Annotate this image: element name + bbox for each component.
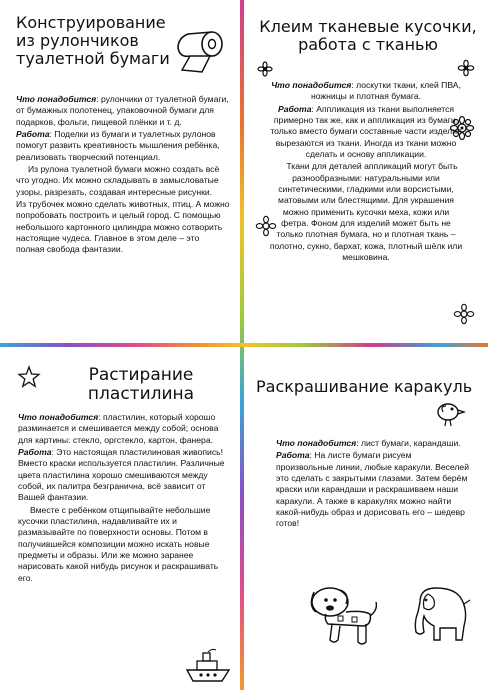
section-toilet-roll	[6, 4, 234, 338]
flower-doodle-icon	[258, 62, 272, 76]
horizontal-divider	[0, 343, 488, 347]
elephant-doodle-icon	[406, 582, 478, 648]
work-label: Работа	[276, 450, 310, 461]
flower-doodle-icon	[458, 60, 474, 76]
paragraph: Из трубочек можно сделать животных, птиц. А можно попробовать построить и целый город. С помощью небольшого картонного цилиндра можно сотворить настоящие чудеса. Главное в этом деле – это полная свобода фантазии.	[16, 199, 230, 255]
work-text: : Это настоящая пластилиновая живопись! Вместо краски используется пластилин. Различные цвета пластилина хорошо смешиваются между собой, их палитра безгранична, всё зависит от Вашей фантазии.	[18, 447, 225, 503]
need-label: Что понадобится	[18, 412, 99, 422]
section-body	[276, 438, 470, 531]
work-text: : Поделки из бумаги и туалетных рулонов помогут развить креативность мышления ребёнка, реализовать творческий потенциал.	[16, 129, 220, 162]
section-title: Клеим тканевые кусочки, работа с тканью	[259, 17, 477, 54]
work-text: : Аппликация из ткани выполняется примерно так же, как и аппликация из бумаги, только вместо бумаги составные части изделия вырезаются из ткани. Иногда из ткани можно сделать и основу аппликации.	[270, 103, 462, 160]
paragraph: Вместе с ребёнком отщипывайте небольшие кусочки пластилина, надавливайте их и размазывайте по поверхности основы. Потом в получившейся композиции можно искать новые предметы и образы. Или же можно заранее нарисовать какой нибудь рисунок и раскрашивать его.	[18, 504, 219, 583]
section-scribbles	[250, 352, 482, 686]
need-text: : лоскутки ткани, клей ПВА, ножницы и плотная бумага.	[311, 80, 461, 102]
toilet-roll-icon	[174, 30, 228, 74]
need-label: Что понадобится	[16, 94, 97, 104]
section-title: Конструирование из рулончиков туалетной бумаги	[16, 13, 170, 68]
need-text: : пластилин, который хорошо разминается и смешивается между собой; основа для картины: стекло, оргстекло, картон, фанера.	[18, 412, 219, 445]
work-label: Работа	[277, 103, 312, 114]
section-fabric	[250, 4, 482, 338]
need-text: : лист бумаги, карандаши.	[356, 438, 461, 448]
section-body	[268, 80, 464, 265]
need-label: Что понадобится	[276, 438, 357, 448]
paragraph: Ткани для деталей аппликаций могут быть разнообразными: натуральными или синтетическими, гладкими или ворсистыми, матовыми или блестящими. Для украшения можно применить кусочки меха, кожи или фетра. Фоном для изделий может быть не только плотная бумага, но и плотная ткань – полотно, сукно, бархат, кожа, плотный шёлк или мешковина.	[269, 161, 463, 263]
star-doodle-icon	[18, 366, 40, 388]
paragraph: Из рулона туалетной бумаги можно создать всё что угодно. Их можно складывать в замысловатые узоры, разрезать, создавая интересные рисунки.	[16, 164, 220, 197]
need-label: Что понадобится	[271, 80, 352, 90]
section-title: Растирание пластилина	[87, 365, 195, 405]
dog-doodle-icon	[306, 580, 384, 658]
work-label: Работа	[18, 447, 52, 458]
section-plasticine	[6, 352, 234, 686]
section-body	[18, 412, 232, 585]
section-body	[16, 94, 230, 257]
work-label: Работа	[16, 129, 50, 140]
ship-doodle-icon	[184, 648, 232, 684]
bird-doodle-icon	[434, 398, 466, 428]
flower-doodle-icon	[454, 304, 474, 324]
work-text: : На листе бумаги рисуем произвольные линии, любые каракули. Веселей это сделать с закрытыми глазами. Затем берём краски или карандаши и раскрашиваем наши каракули. А также в каракулях можно найти какой-нибудь образ и дорисовать его – шедевр готов!	[276, 450, 469, 529]
section-title: Раскрашивание каракуль	[256, 377, 473, 396]
need-text: : рулончики от туалетной бумаги, от бумажных полотенец, упаковочной бумаги для подарков, фольги, пищевой плёнки и т. д.	[16, 94, 229, 127]
